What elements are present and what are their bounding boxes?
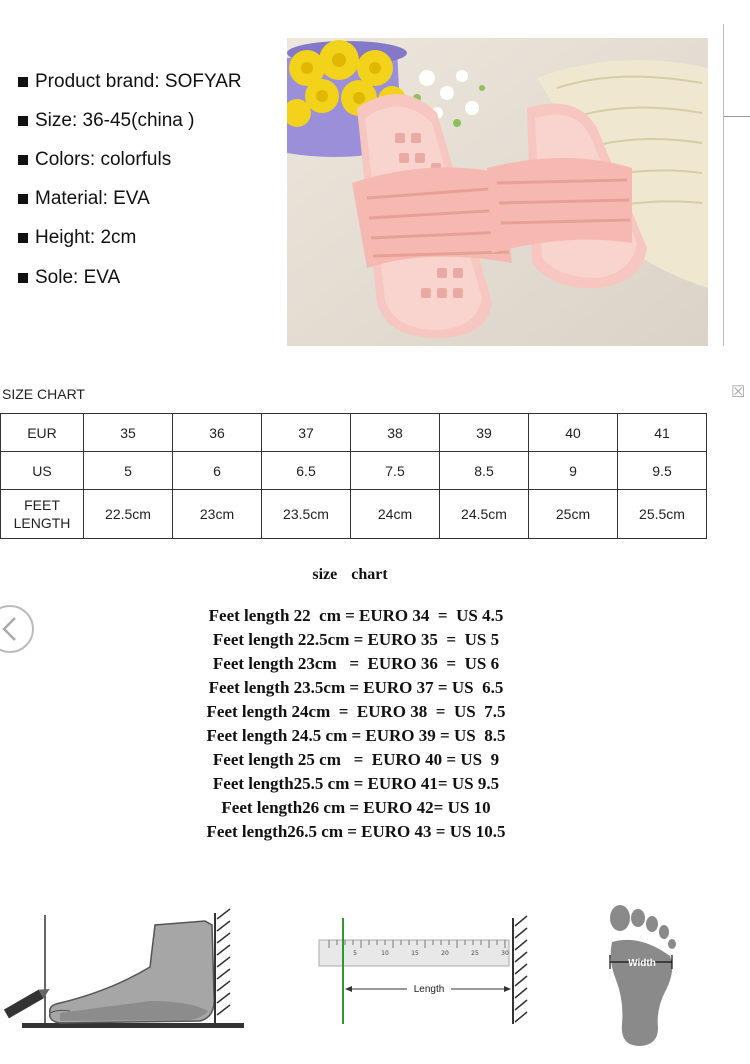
spec-item — [18, 101, 242, 140]
spec-item — [18, 180, 242, 219]
slipper-illustration — [287, 38, 708, 346]
conversion-list — [0, 604, 712, 844]
ruler-tick-label: 20 — [441, 950, 449, 957]
conversion-line: Feet length 24cm = EURO 38 = US 7.5 — [206, 702, 506, 721]
bullet-icon — [18, 233, 28, 243]
conversion-line: Feet length 23.5cm = EURO 37 = US 6.5 — [208, 678, 504, 697]
spec-list — [18, 62, 242, 297]
table-row-eur — [1, 414, 707, 452]
close-icon[interactable]: ☒ — [731, 384, 746, 401]
spec-text: Sole: EVA — [35, 266, 121, 288]
spec-item — [18, 140, 242, 179]
product-photo[interactable] — [287, 38, 708, 346]
divider — [723, 24, 724, 346]
ruler-illustration — [315, 912, 535, 1027]
spec-text: Size: 36-45(china ) — [35, 109, 195, 131]
table-cell: 40 — [529, 414, 618, 452]
table-cell: 6 — [173, 452, 262, 490]
table-cell: 23cm — [173, 490, 262, 539]
conversion-line: Feet length25.5 cm = EURO 41= US 9.5 — [212, 774, 500, 793]
conversion-title: size chart — [312, 566, 388, 583]
chevron-left-icon — [0, 616, 21, 642]
table-cell: 7.5 — [351, 452, 440, 490]
spec-text: Height: 2cm — [35, 227, 137, 249]
conversion-line: Feet length 22.5cm = EURO 35 = US 5 — [212, 630, 500, 649]
table-cell: 35 — [84, 414, 173, 452]
width-label: Width — [628, 958, 656, 969]
table-row-feet — [1, 490, 707, 539]
ruler-tick-label: 5 — [353, 950, 357, 957]
spec-text: Material: EVA — [35, 188, 150, 210]
table-cell: 24cm — [351, 490, 440, 539]
footprint-diagram — [600, 900, 690, 1055]
row-header: US — [1, 452, 84, 490]
table-cell: 39 — [440, 414, 529, 452]
ruler-tick-label: 15 — [411, 950, 419, 957]
bullet-icon — [18, 116, 28, 126]
conversion-line: Feet length 22 cm = EURO 34 = US 4.5 — [208, 606, 504, 625]
conversion-line: Feet length26.5 cm = EURO 43 = US 10.5 — [206, 822, 506, 841]
table-cell: 25.5cm — [618, 490, 707, 539]
bullet-icon — [18, 273, 28, 283]
size-table — [0, 413, 707, 539]
bullet-icon — [18, 194, 28, 204]
ruler-diagram — [315, 912, 535, 1032]
row-header — [1, 490, 84, 539]
conversion-line: Feet length 25 cm = EURO 40 = US 9 — [212, 750, 500, 769]
spec-item — [18, 258, 242, 297]
table-cell: 36 — [173, 414, 262, 452]
ruler-tick-label: 30 — [501, 950, 509, 957]
table-cell: 22.5cm — [84, 490, 173, 539]
table-cell: 41 — [618, 414, 707, 452]
feet-length-label: FEET LENGTH — [13, 497, 71, 531]
table-row-us — [1, 452, 707, 490]
size-chart-title: SIZE CHART — [2, 386, 85, 402]
row-header: EUR — [1, 414, 84, 452]
table-cell: 6.5 — [262, 452, 351, 490]
bullet-icon — [18, 77, 28, 87]
table-cell: 25cm — [529, 490, 618, 539]
table-cell: 38 — [351, 414, 440, 452]
spec-text: Product brand: SOFYAR — [35, 70, 242, 92]
conversion-line: Feet length 23cm = EURO 36 = US 6 — [212, 654, 500, 673]
ruler-tick-label: 10 — [381, 950, 389, 957]
bullet-icon — [18, 155, 28, 165]
conversion-line: Feet length26 cm = EURO 42= US 10 — [221, 798, 491, 817]
table-cell: 24.5cm — [440, 490, 529, 539]
table-cell: 9.5 — [618, 452, 707, 490]
ruler-tick-label: 25 — [471, 950, 479, 957]
foot-side-diagram — [0, 905, 250, 1045]
spec-item — [18, 219, 242, 258]
table-cell: 23.5cm — [262, 490, 351, 539]
spec-item — [18, 62, 242, 101]
conversion-line: Feet length 24.5 cm = EURO 39 = US 8.5 — [206, 726, 506, 745]
divider — [724, 116, 750, 117]
foot-measure-illustration — [0, 905, 250, 1040]
table-cell: 8.5 — [440, 452, 529, 490]
table-cell: 5 — [84, 452, 173, 490]
table-cell: 9 — [529, 452, 618, 490]
spec-text: Colors: colorfuls — [35, 148, 172, 170]
length-label: Length — [413, 984, 445, 995]
table-cell: 37 — [262, 414, 351, 452]
footprint-illustration — [600, 900, 690, 1050]
